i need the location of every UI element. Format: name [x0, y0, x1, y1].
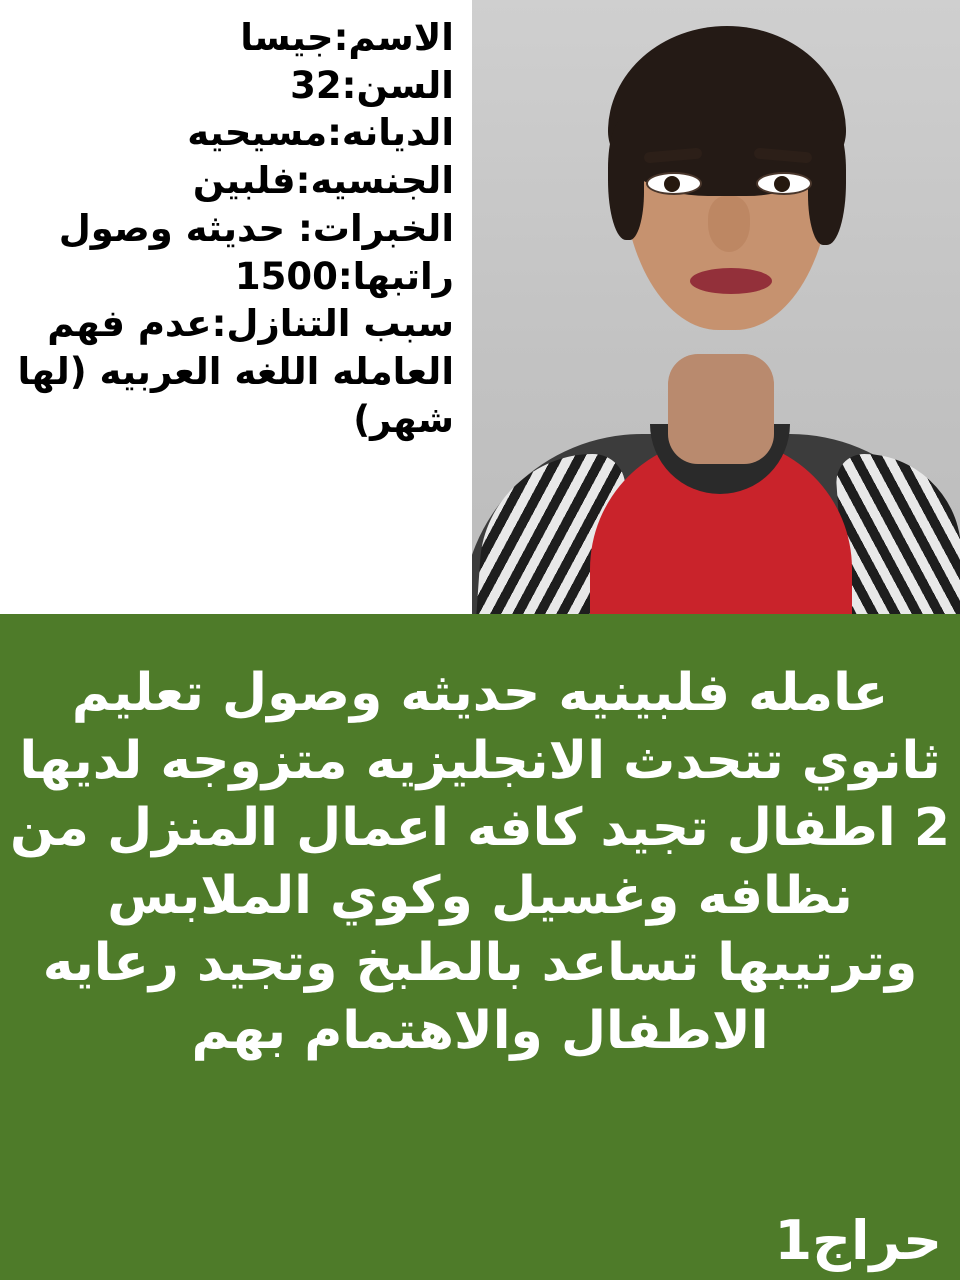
profile-transfer-reason: سبب التنازل:عدم فهم العامله اللغه العربيه (لها شهر)	[17, 302, 454, 441]
description-band	[0, 614, 960, 1280]
profile-experience: الخبرات: حديثه وصول	[58, 206, 454, 250]
nose-shape	[708, 196, 750, 252]
profile-name: الاسم:جيسا	[240, 16, 454, 59]
neck-shape	[668, 354, 774, 464]
mouth-shape	[690, 268, 772, 294]
description-text: عامله فلبينيه حديثه وصول تعليم ثانوي تتحدث الانجليزيه متزوجه لديها 2 اطفال تجيد كافه اعمال المنزل من نظافه وغسيل وكوي الملابس وترتيبها تساعد بالطبخ وتجيد رعايه الاطفال والاهتمام بهم	[9, 663, 951, 1061]
pupil-right	[774, 176, 790, 192]
profile-salary: راتبها:1500	[234, 254, 454, 298]
profile-religion: الديانه:مسيحيه	[187, 111, 454, 155]
profile-top-section	[0, 0, 960, 614]
hair-side-right	[808, 120, 846, 245]
profile-age: السن:32	[290, 63, 454, 107]
profile-nationality: الجنسيه:فلبين	[192, 159, 454, 203]
pupil-left	[664, 176, 680, 192]
profile-info-panel	[0, 0, 472, 614]
watermark-label: حراج1	[774, 1209, 942, 1272]
hair-side-left	[608, 120, 644, 240]
worker-portrait-photo	[472, 0, 960, 614]
